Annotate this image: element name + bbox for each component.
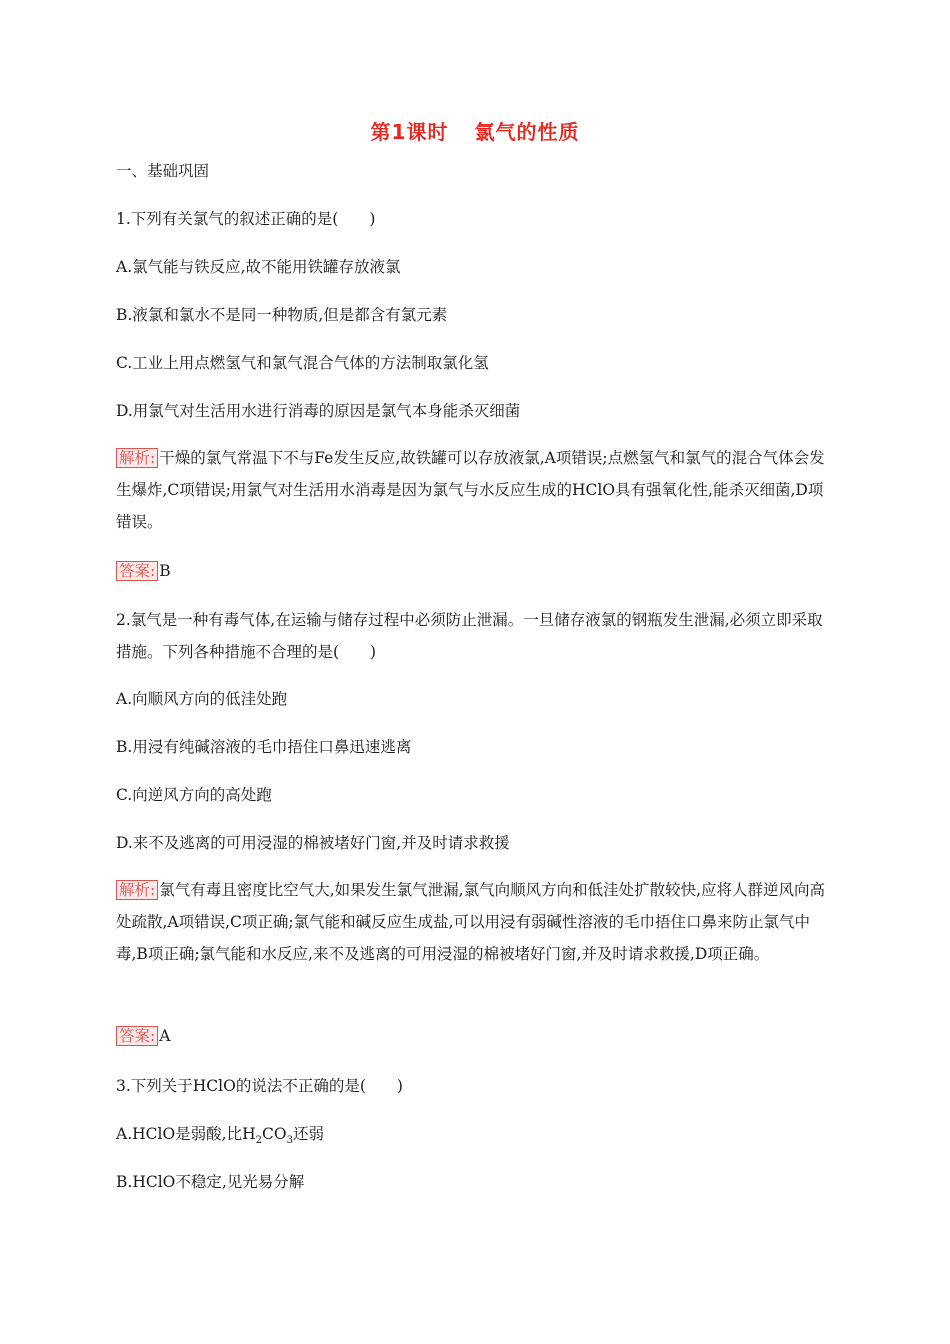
page-title [0,116,950,145]
q1-option-c: C.工业上用点燃氢气和氯气混合气体的方法制取氯化氢 [116,354,489,372]
answer-label: 答案: [116,1026,158,1046]
q1-answer-value: B [159,562,171,580]
title-topic: 氯气的性质 [474,120,580,144]
q3-option-a [116,1124,836,1151]
q2-option-d: D.来不及逃离的可用浸湿的棉被堵好门窗,并及时请求救援 [116,834,510,852]
q2-analysis-text: 氯气有毒且密度比空气大,如果发生氯气泄漏,氯气向顺风方向和低洼处扩散较快,应将人群逆风向高处疏散,A项错误,C项正确;氯气能和碱反应生成盐,可以用浸有弱碱性溶液的毛巾捂住口鼻来防止氯气中毒,B项正确;氯气能和水反应,来不及逃离的可用浸湿的棉被堵好门窗,并及时请求救援,D项正确。 [116,881,826,963]
q2-answer [116,1026,836,1046]
q1-answer [116,561,836,581]
q2-analysis [116,874,838,970]
q2-answer-value: A [159,1027,171,1045]
analysis-label: 解析: [116,880,158,900]
q3-a-prefix: A.HClO是弱酸,比H [116,1125,256,1143]
answer-label: 答案: [116,561,158,581]
analysis-label: 解析: [116,448,158,468]
q2-option-c: C.向逆风方向的高处跑 [116,786,272,804]
q1-option-b: B.液氯和氯水不是同一种物质,但是都含有氯元素 [116,306,448,324]
q3-stem: 3.下列关于HClO的说法不正确的是( ) [116,1077,403,1095]
q2-option-b: B.用浸有纯碱溶液的毛巾捂住口鼻迅速逃离 [116,738,412,756]
q3-a-suffix: 还弱 [292,1125,324,1143]
q2-stem: 2.氯气是一种有毒气体,在运输与储存过程中必须防止泄漏。一旦储存液氯的钢瓶发生泄漏,必须立即采取措施。下列各种措施不合理的是( ) [116,611,823,661]
q1-analysis-text: 干燥的氯气常温下不与Fe发生反应,故铁罐可以存放液氯,A项错误;点燃氢气和氯气的混合气体会发生爆炸,C项错误;用氯气对生活用水消毒是因为氯气与水反应生成的HClO具有强氧化性,能杀灭细菌,D项错误。 [116,449,825,531]
q3-a-subscript-1: 2 [255,1135,262,1147]
q3-option-b: B.HClO不稳定,见光易分解 [116,1173,305,1191]
q3-a-subscript-2: 3 [286,1135,293,1147]
q1-analysis [116,442,838,538]
q2-option-a: A.向顺风方向的低洼处跑 [116,690,288,708]
section-heading: 一、基础巩固 [116,162,210,180]
q1-option-a: A.氯气能与铁反应,故不能用铁罐存放液氯 [116,258,401,276]
q1-stem: 1.下列有关氯气的叙述正确的是( ) [116,210,376,228]
q1-option-d: D.用氯气对生活用水进行消毒的原因是氯气本身能杀灭细菌 [116,402,521,420]
title-lesson: 第1课时 [370,120,449,144]
q3-a-mid: CO [261,1125,287,1143]
